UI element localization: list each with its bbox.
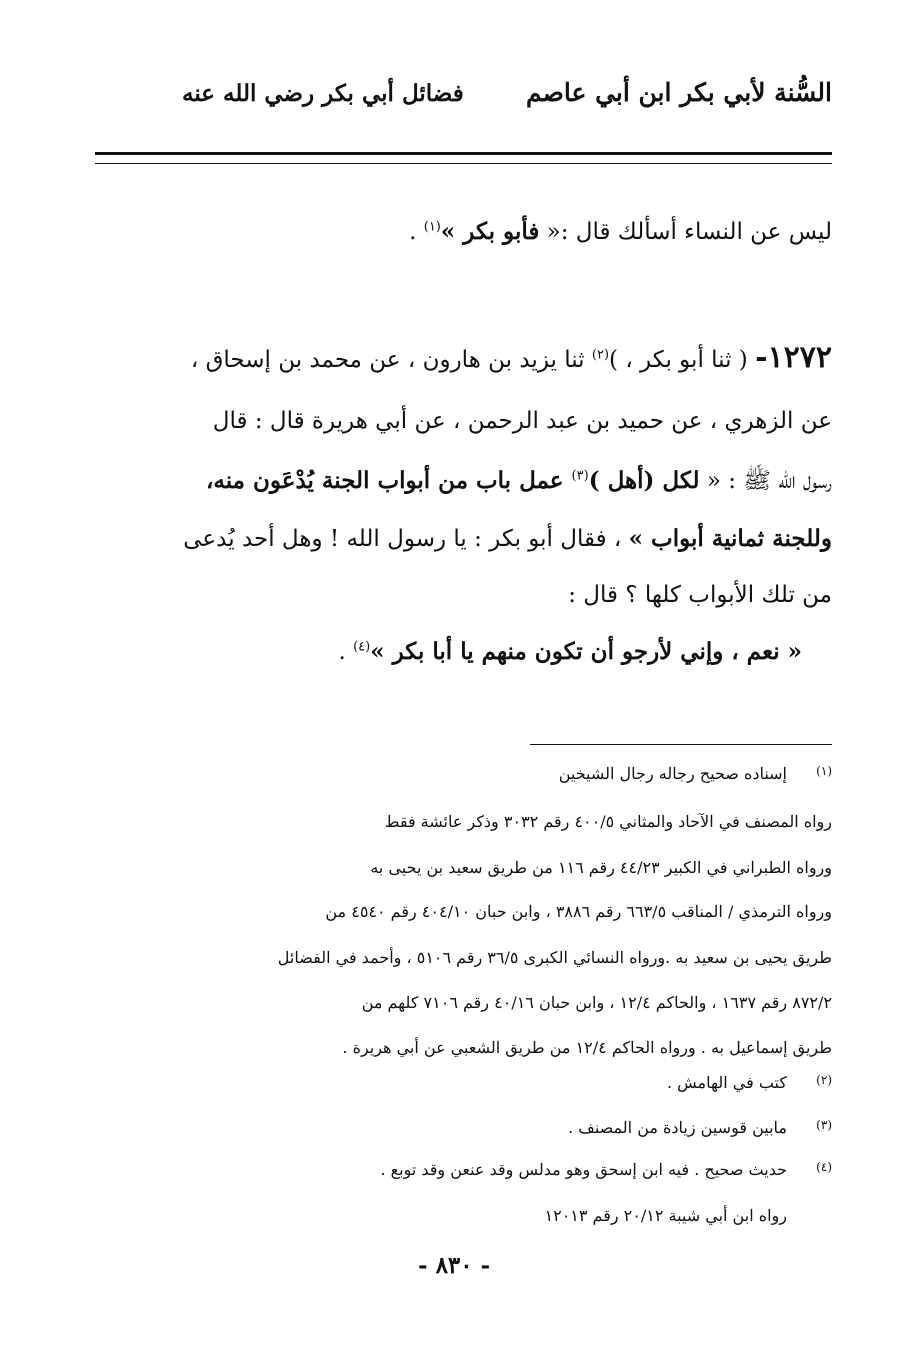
- footnote-ref: (١): [423, 219, 441, 235]
- hadith-line-5: من تلك الأبواب كلها ؟ قال :: [568, 582, 832, 608]
- hadith-line-4: [183, 525, 832, 552]
- footnote-line: طريق إسماعيل به . ورواه الحاكم ١٢/٤ من طريق الشعبي عن أبي هريرة .: [342, 1038, 832, 1057]
- book-title: السُّنة لأبي بكر ابن أبي عاصم: [525, 78, 832, 107]
- quote-bold: وللجنة ثمانية أبواب »: [628, 525, 832, 552]
- text-segment: .: [338, 639, 354, 665]
- footnote-ref: (٢): [591, 347, 610, 363]
- text-segment: .: [409, 219, 424, 245]
- hadith-line-3: [206, 466, 832, 500]
- footnote-line: إسناده صحيح رجاله رجال الشيخين: [558, 764, 787, 783]
- hadith-line-2: عن الزهري ، عن حميد بن عبد الرحمن ، عن أبي هريرة قال : قال: [212, 408, 832, 434]
- footnote-separator: [530, 744, 832, 745]
- footnote-number: (٤): [816, 1160, 832, 1174]
- page-number: - ٨٣٠ -: [418, 1252, 491, 1279]
- footnote-line: رواه ابن أبي شيبة ٢٠/١٢ رقم ١٢٠١٣: [544, 1206, 787, 1225]
- hadith-number: ١٢٧٢-: [755, 340, 832, 375]
- chapter-title: فضائل أبي بكر رضي الله عنه: [182, 80, 464, 107]
- quote-bold: فأبو بكر »: [440, 218, 540, 245]
- footnote-line: ورواه الطبراني في الكبير ٤٤/٢٣ رقم ١١٦ من طريق سعيد بن يحيى به: [370, 858, 832, 877]
- footnote-number: (٣): [816, 1118, 832, 1132]
- header-rule-thick: [95, 152, 832, 155]
- footnote-line: ٨٧٢/٢ رقم ١٦٣٧ ، والحاكم ١٢/٤ ، وابن حبان ٤٠/١٦ رقم ٧١٠٦ كلهم من: [361, 993, 832, 1012]
- text-segment: ، فقال أبو بكر : يا رسول الله ! وهل أحد يُدعى: [183, 526, 629, 552]
- text-line-continuation: [409, 218, 832, 245]
- text-segment: رسول الله ﷺ : «: [699, 468, 832, 494]
- text-segment: ليس عن النساء أسألك قال :«: [539, 219, 832, 245]
- footnote-line: حديث صحيح . فيه ابن إسحق وهو مدلس وقد عنعن وقد توبع .: [380, 1160, 787, 1179]
- text-segment: ثنا يزيد بن هارون ، عن محمد بن إسحاق ،: [190, 347, 592, 373]
- header-rule-thin: [95, 163, 832, 164]
- footnote-number: (١): [816, 764, 832, 778]
- quote-bold: لكل (أهل ): [588, 467, 700, 494]
- quote-bold: « نعم ، وإني لأرجو أن تكون منهم يا أبا بكر »: [370, 638, 802, 665]
- hadith-line-1: [191, 340, 832, 375]
- footnote-line: كتب في الهامش .: [666, 1073, 787, 1092]
- quote-bold: عمل باب من أبواب الجنة يُدْعَون منه،: [205, 467, 572, 494]
- footnote-line: مابين قوسين زيادة من المصنف .: [568, 1118, 787, 1137]
- footnote-ref: (٤): [353, 639, 371, 655]
- footnote-line: رواه المصنف في الآحاد والمثاني ٤٠٠/٥ رقم ٣٠٣٢ وذكر عائشة فقط: [384, 812, 832, 831]
- footnote-line: طريق يحيى بن سعيد به .ورواه النسائي الكبرى ٣٦/٥ رقم ٥١٠٦ ، وأحمد في الفضائل: [277, 948, 832, 967]
- footnote-number: (٢): [816, 1073, 832, 1087]
- hadith-line-6: [338, 638, 802, 665]
- footnote-line: ورواه الترمذي / المناقب ٦٦٣/٥ رقم ٣٨٨٦ ، وابن حبان ٤٠٤/١٠ رقم ٤٥٤٠ من: [325, 902, 832, 921]
- footnote-ref: (٣): [571, 468, 589, 484]
- text-segment: ( ثنا أبو بكر ، ): [609, 347, 756, 373]
